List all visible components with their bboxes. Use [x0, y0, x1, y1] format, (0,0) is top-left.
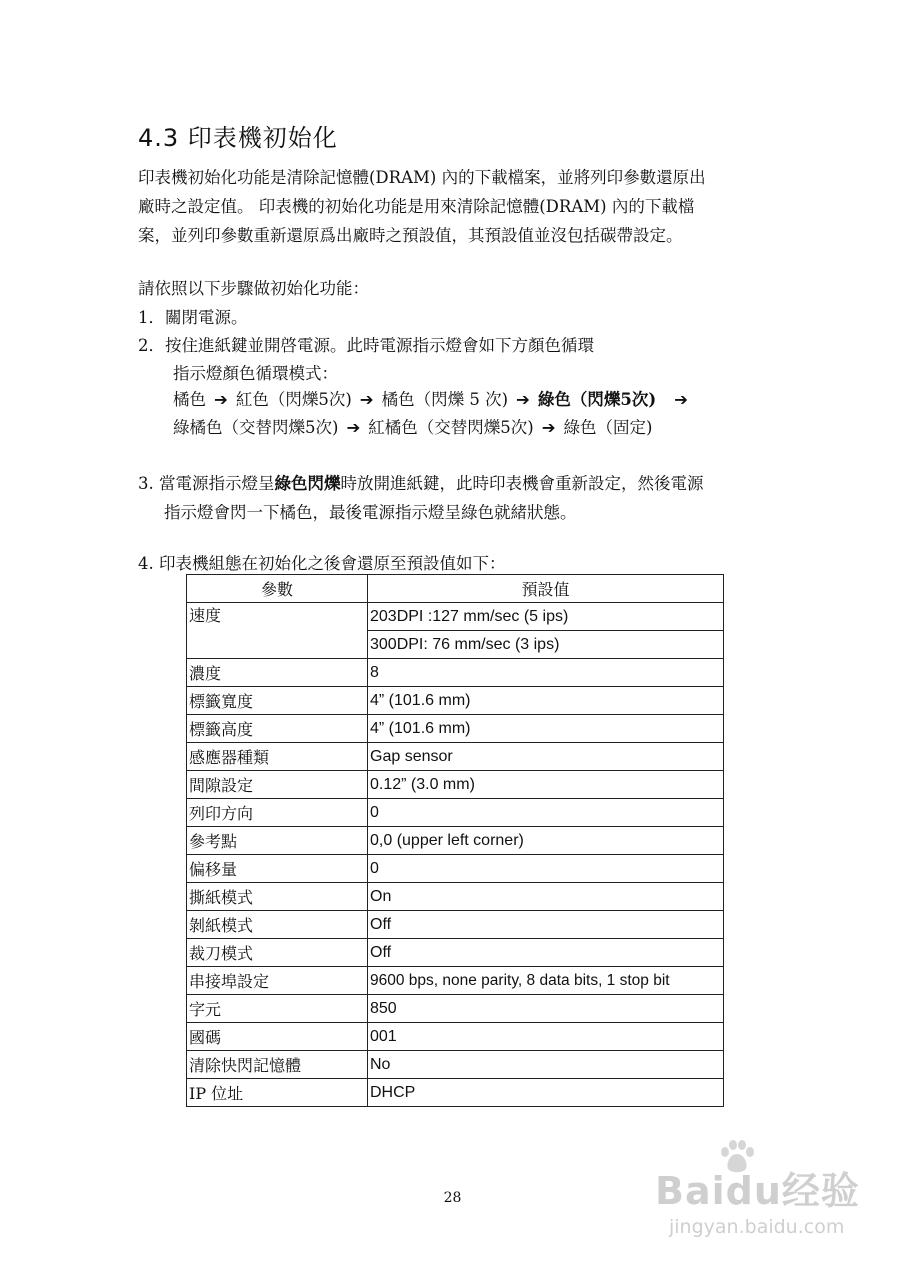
baidu-watermark	[655, 1140, 895, 1260]
table-row	[187, 1051, 724, 1079]
cycle-line-1	[173, 386, 696, 410]
cycle-state: 橘色	[173, 390, 206, 409]
table-row	[187, 855, 724, 883]
steps-intro: 請依照以下步驟做初始化功能：	[138, 279, 369, 298]
watermark-url: jingyan.baidu.com	[669, 1216, 845, 1238]
param-name: 列印方向	[187, 799, 368, 827]
cycle-line-2	[173, 414, 652, 438]
param-name: 裁刀模式	[187, 939, 368, 967]
step-3-line-2: 指示燈會閃一下橘色，最後電源指示燈呈綠色就緒狀態。	[164, 503, 577, 522]
header-parameter: 參數	[187, 575, 368, 603]
param-name: 串接埠設定	[187, 967, 368, 995]
param-name: 標籤寬度	[187, 687, 368, 715]
table-row	[187, 911, 724, 939]
table-row	[187, 1023, 724, 1051]
table-header-row	[187, 575, 724, 603]
param-name: 偏移量	[187, 855, 368, 883]
param-name: 字元	[187, 995, 368, 1023]
table-row	[187, 659, 724, 687]
param-value: 203DPI :127 mm/sec (5 ips)	[368, 603, 724, 631]
table-row	[187, 883, 724, 911]
intro-line: 印表機初始化功能是清除記憶體(DRAM) 內的下載檔案，並將列印參數還原出	[138, 168, 706, 187]
step-3	[138, 469, 778, 527]
page-number: 28	[443, 1190, 462, 1206]
param-value: 300DPI: 76 mm/sec (3 ips)	[368, 631, 724, 659]
intro-line: 案，並列印參數重新還原爲出廠時之預設值，其預設值並沒包括碳帶設定。	[138, 226, 683, 245]
table-row	[187, 939, 724, 967]
arrow-right-icon: ➔	[214, 390, 228, 409]
page-title: 4.3 印表機初始化	[138, 124, 338, 152]
param-value: On	[368, 883, 724, 911]
param-value: 9600 bps, none parity, 8 data bits, 1 stop bit	[368, 967, 724, 995]
cycle-title: 指示燈顏色循環模式：	[173, 364, 338, 383]
param-name: 參考點	[187, 827, 368, 855]
table-row	[187, 687, 724, 715]
param-value: Off	[368, 911, 724, 939]
param-value: DHCP	[368, 1079, 724, 1107]
step-3-text: 時放開進紙鍵，此時印表機會重新設定，然後電源	[340, 474, 704, 493]
step-3-text: 3. 當電源指示燈呈	[138, 474, 275, 493]
param-name: 標籤高度	[187, 715, 368, 743]
arrow-right-icon: ➔	[541, 418, 556, 437]
arrow-right-icon: ➔	[674, 390, 688, 409]
param-name: 剝紙模式	[187, 911, 368, 939]
cycle-state: 橘色（閃爍 5 次)	[381, 390, 509, 409]
param-value: 4” (101.6 mm)	[368, 687, 724, 715]
param-value: 0	[368, 799, 724, 827]
intro-line: 廠時之設定值。 印表機的初始化功能是用來清除記憶體(DRAM) 內的下載檔	[138, 197, 695, 216]
step-2: 2．按住進紙鍵並開啓電源。此時電源指示燈會如下方顏色循環	[138, 336, 594, 355]
param-value: 4” (101.6 mm)	[368, 715, 724, 743]
param-name: 清除快閃記憶體	[187, 1051, 368, 1079]
step-1: 1．關閉電源。	[138, 308, 248, 327]
cycle-state-bold: 綠色（閃爍5次)	[537, 390, 657, 409]
param-name: 速度	[187, 603, 368, 659]
table-row	[187, 995, 724, 1023]
param-value: No	[368, 1051, 724, 1079]
param-value: 8	[368, 659, 724, 687]
table-row	[187, 743, 724, 771]
step-4: 4. 印表機組態在初始化之後會還原至預設值如下：	[138, 554, 506, 573]
cycle-state: 紅色（閃爍5次)	[235, 390, 352, 409]
param-name: IP 位址	[187, 1079, 368, 1107]
table-row	[187, 827, 724, 855]
intro-paragraph	[138, 163, 768, 250]
table-row	[187, 1079, 724, 1107]
param-value: Off	[368, 939, 724, 967]
param-name: 撕紙模式	[187, 883, 368, 911]
param-value: 0,0 (upper left corner)	[368, 827, 724, 855]
param-value: 0.12” (3.0 mm)	[368, 771, 724, 799]
param-name: 感應器種類	[187, 743, 368, 771]
watermark-brand: Baidu经验	[655, 1169, 860, 1213]
arrow-right-icon: ➔	[516, 390, 530, 409]
param-name: 濃度	[187, 659, 368, 687]
table-row	[187, 967, 724, 995]
param-value: 0	[368, 855, 724, 883]
step-3-emphasis: 綠色閃爍	[274, 474, 341, 493]
cycle-state: 綠色（固定)	[563, 418, 653, 437]
table-row	[187, 715, 724, 743]
arrow-right-icon: ➔	[346, 418, 361, 437]
param-name: 國碼	[187, 1023, 368, 1051]
param-value: 001	[368, 1023, 724, 1051]
param-name: 間隙設定	[187, 771, 368, 799]
default-settings-table	[186, 574, 724, 1107]
param-value: Gap sensor	[368, 743, 724, 771]
arrow-right-icon: ➔	[359, 390, 374, 409]
table-row	[187, 603, 724, 631]
param-value: 850	[368, 995, 724, 1023]
cycle-state: 紅橘色（交替閃爍5次)	[368, 418, 534, 437]
step-3-line-1	[138, 469, 778, 498]
cycle-state: 綠橘色（交替閃爍5次)	[173, 418, 339, 437]
header-default: 預設值	[368, 575, 724, 603]
table-row	[187, 799, 724, 827]
table-row	[187, 771, 724, 799]
